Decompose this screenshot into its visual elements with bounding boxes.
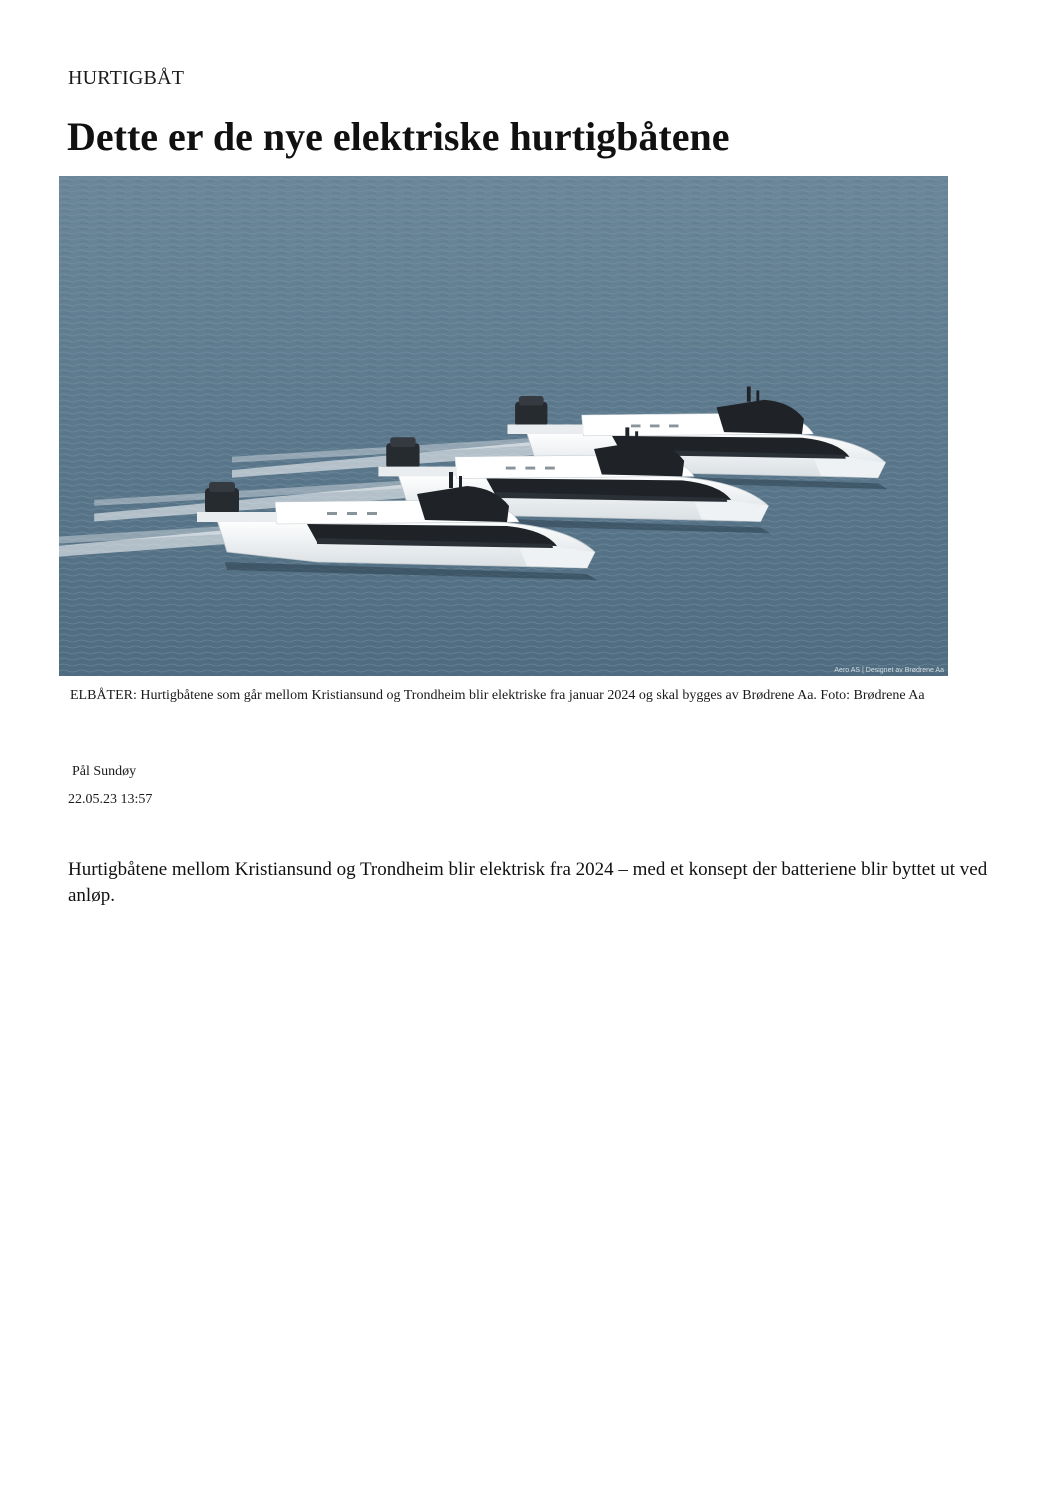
photo-credit-overlay: Aero AS | Designet av Brødrene Aa xyxy=(834,667,944,674)
publish-timestamp: 22.05.23 13:57 xyxy=(68,792,153,807)
section-label: HURTIGBÅT xyxy=(68,67,185,89)
author-byline: Pål Sundøy xyxy=(72,764,137,779)
photo-caption: ELBÅTER: Hurtigbåtene som går mellom Kristiansund og Trondheim blir elektriske fra januar 2024 og skal bygges av Brødrene Aa. Foto: Brødrene Aa xyxy=(70,688,925,703)
article-lead: Hurtigbåtene mellom Kristiansund og Trondheim blir elektrisk fra 2024 – med et konsept der batteriene blir byttet ut ved anløp. xyxy=(68,859,988,906)
article-photo xyxy=(59,176,948,676)
ferry-illustration xyxy=(59,176,948,676)
article-headline: Dette er de nye elektriske hurtigbåtene xyxy=(67,114,730,159)
